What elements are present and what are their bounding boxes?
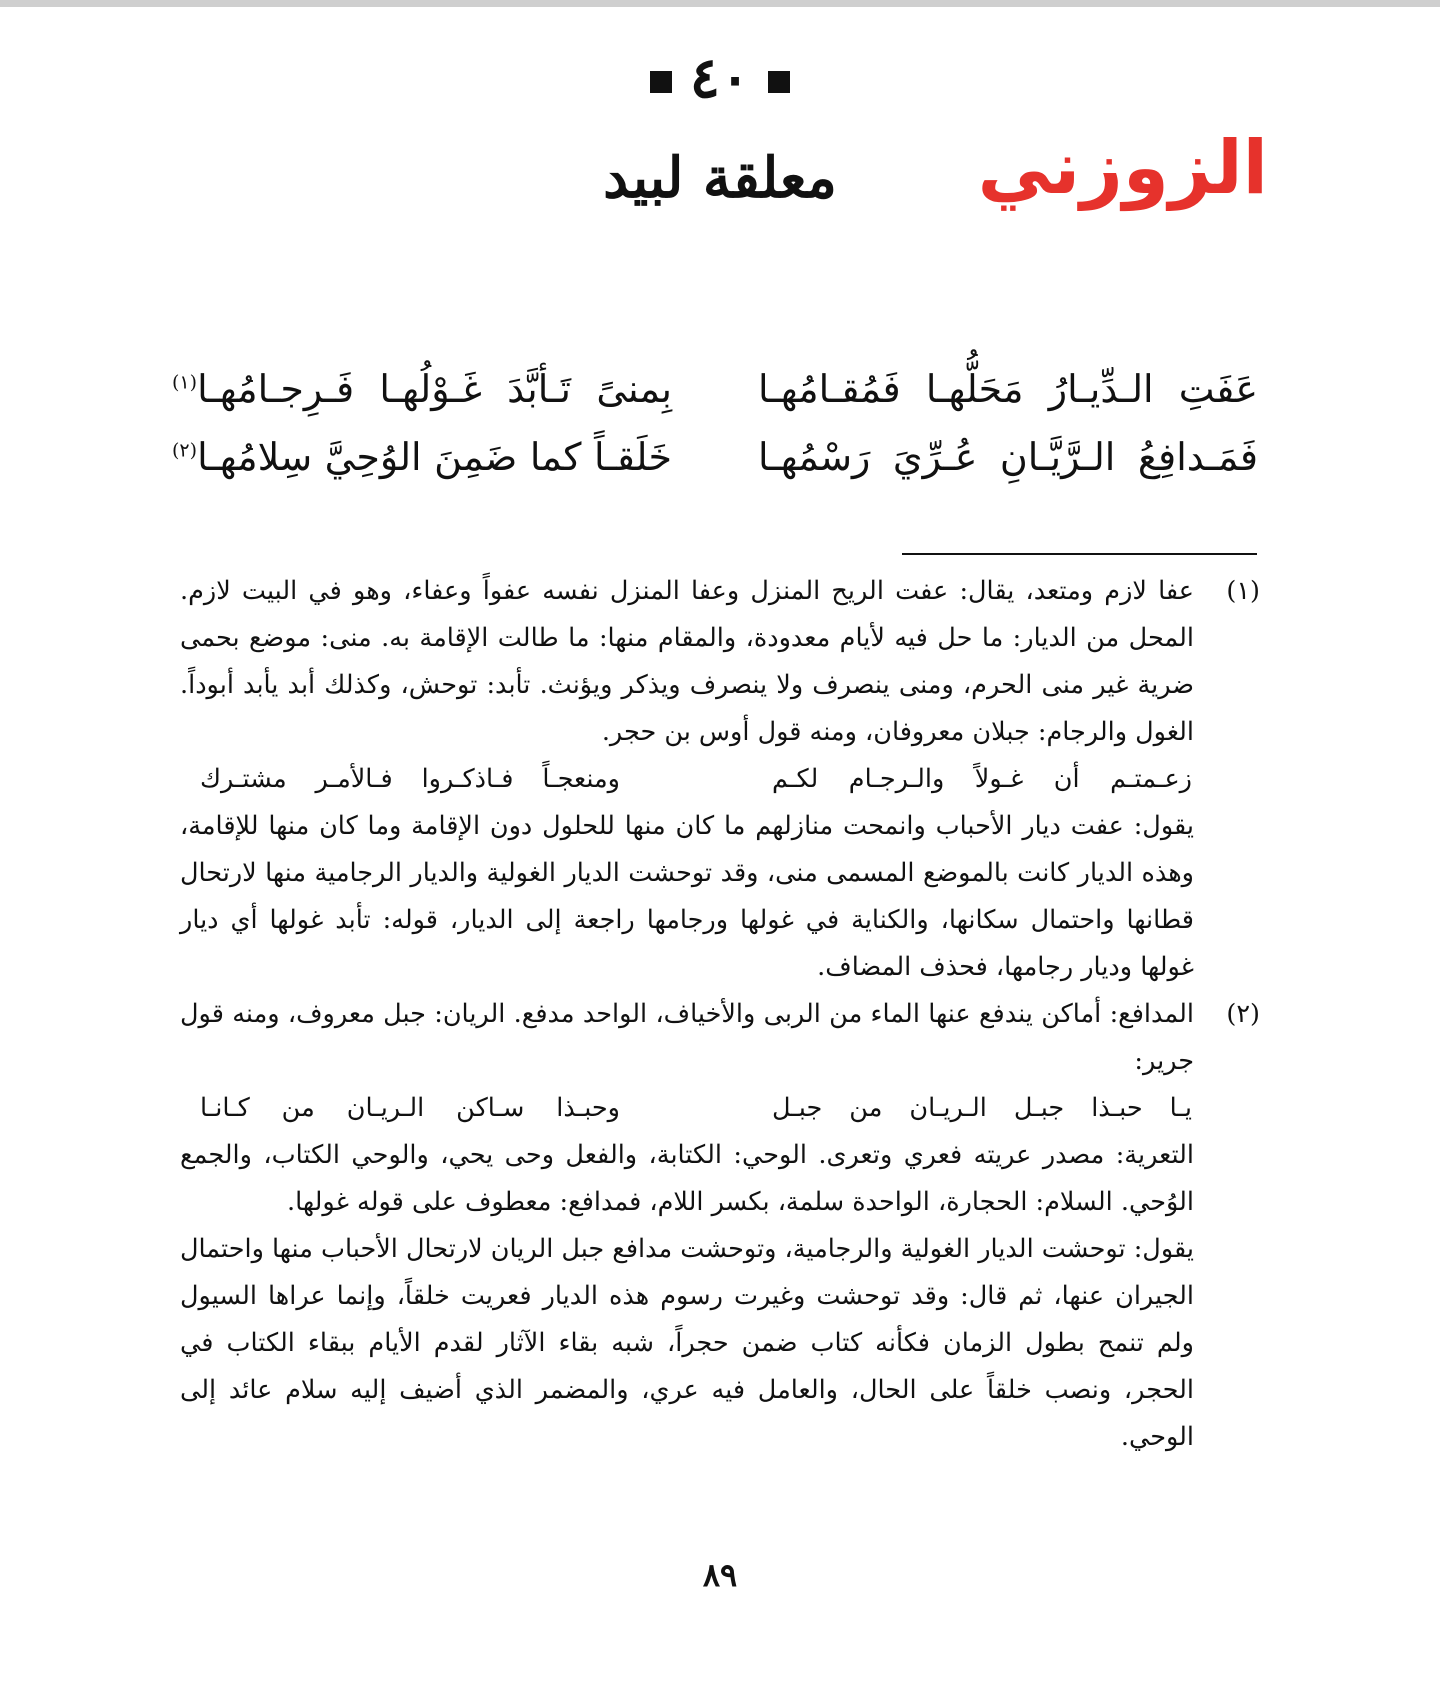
footnote-paragraph: يقول: توحشت الديار الغولية والرجامية، وتوحشت مدافع جبل الريان لارتحال الأحباب منها واحتمال الجيران عنها، ثم قال: وقد توحشت وغيرت رسوم هذه الديار فعريت خلقاً، وإنما عراها السيول ولم تنمح بطول الزمان فكأنه كتاب ضمن حجراً، شبه بقاء الآثار لقدم الأيام ببقاء الكتاب في الحجر، ونصب خلقاً على الحال، والعامل فيه عري، والمضمر الذي أضيف إليه سلام عائد إلى الوحي. (180, 1234, 1194, 1452)
quoted-verse-second: وحبـذا سـاكن الـريـان من كـانـا (200, 1093, 620, 1123)
square-ornament-icon (768, 71, 790, 93)
footnote-paragraph: يقول: عفت ديار الأحباب وانمحت منازلهم ما كان منها للحلول دون الإقامة وما كان منها للإقامة، وهذه الديار كانت بالموضع المسمى منى، وقد توحشت الديار الغولية والديار الرجامية منها لارتحال قطانها واحتمال سكانها، والكناية في غولها ورجامها راجعة إلى الديار، قوله: تأبد غولها أي ديار غولها وديار رجامها، فحذف المضاف. (180, 811, 1194, 982)
footnote-number: (٢) (1226, 999, 1260, 1029)
footnote-body (180, 568, 1194, 991)
verse-second-hemistich (172, 435, 672, 479)
page-number: ٨٩ (702, 1556, 738, 1594)
footnote-separator (902, 553, 1257, 555)
poem-title: معلقة لبيد (603, 145, 837, 211)
footnote-number: (١) (1226, 576, 1260, 606)
footnote-2 (180, 991, 1260, 1461)
footnote-paragraph: التعرية: مصدر عريته فعري وتعرى. الوحي: الكتابة، والفعل وحى يحي، والوحي الكتاب، والجمع الوُحي. السلام: الحجارة، الواحدة سلمة، بكسر اللام، فمدافع: معطوف على قوله غولها. (180, 1140, 1194, 1217)
footnote-paragraph: المدافع: أماكن يندفع عنها الماء من الربى والأخياف، الواحد مدفع. الريان: جبل معروف، ومنه قول جرير: (180, 999, 1194, 1076)
verse-second-hemistich (172, 367, 672, 411)
quoted-verse-first: زعـمتـم أن غـولاً والـرجـام لكـم (772, 764, 1192, 794)
verse-1 (172, 355, 1258, 423)
footnotes (180, 568, 1260, 1461)
verse-first-hemistich: عَفَتِ الـدِّيـارُ مَحَلُّهـا فَمُقـامُهـا (758, 367, 1258, 411)
verse-first-hemistich: فَمَـدافِعُ الـرَّيَّـانِ عُـرِّيَ رَسْمُهـا (758, 435, 1258, 479)
verses (172, 355, 1258, 491)
poet-name: الزوزني (977, 125, 1268, 211)
quoted-verse-first: يـا حبـذا جبـل الـريـان من جبـل (772, 1093, 1192, 1123)
footnote-ref: (٢) (172, 439, 198, 462)
chapter-mark (0, 38, 1440, 118)
footnote-paragraph: عفا لازم ومتعد، يقال: عفت الريح المنزل وعفا المنزل نفسه عفواً وعفاء، وهو في البيت لازم. المحل من الديار: ما حل فيه لأيام معدودة، والمقام منها: ما طالت الإقامة به. منى: موضع بحمى ضرية غير منى الحرم، ومنى ينصرف ولا ينصرف ويذكر ويؤنث. تأبد: توحش، وكذلك أبد يأبد أبوداً. الغول والرجام: جبلان معروفان، ومنه قول أوس بن حجر. (180, 576, 1194, 747)
footnote-1 (180, 568, 1260, 991)
quoted-verse-second: ومنعجـاً فـاذكـروا فـالأمـر مشتـرك (200, 764, 620, 794)
square-ornament-icon (650, 71, 672, 93)
quoted-verse (180, 1085, 1194, 1132)
verse-text: بِمنىً تَـأبَّدَ غَـوْلُهـا فَـرِجـامُهـا (197, 367, 672, 411)
chapter-number: ٤٠ (689, 45, 751, 111)
quoted-verse (180, 756, 1194, 803)
footnote-body (180, 991, 1194, 1461)
verse-2 (172, 423, 1258, 491)
top-rule (0, 0, 1440, 7)
verse-text: خَلَقـاً كما ضَمِنَ الوُحِيَّ سِلامُهـا (197, 435, 672, 479)
footnote-ref: (١) (172, 371, 198, 394)
